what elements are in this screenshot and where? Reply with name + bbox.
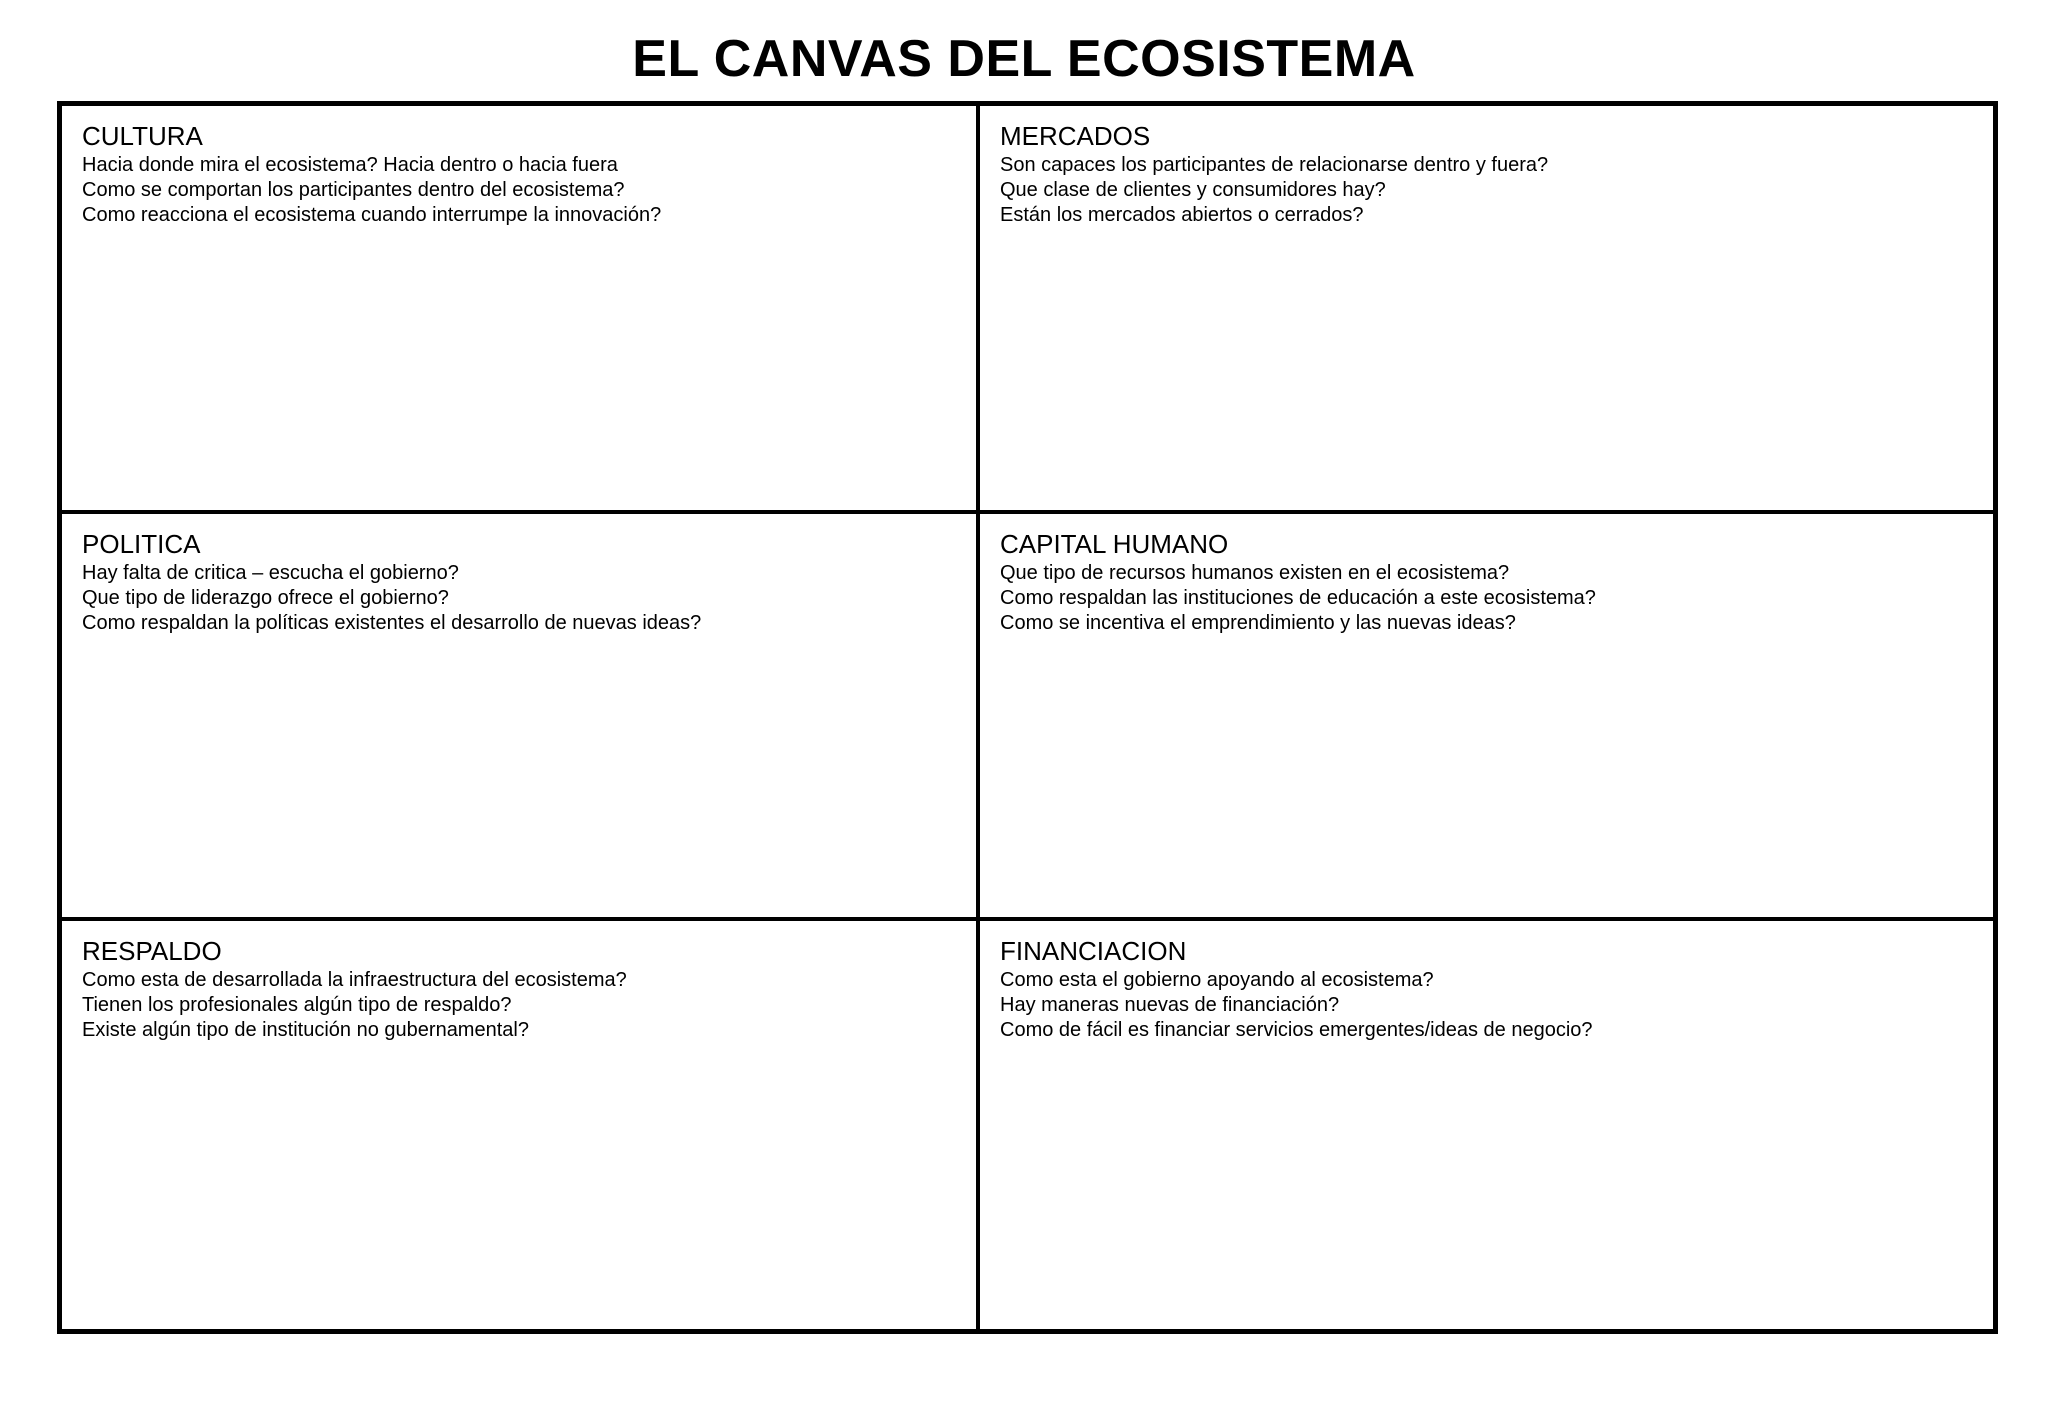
- question-list: [1000, 968, 1973, 1043]
- question-list: [82, 561, 956, 636]
- section-heading: RESPALDO: [82, 936, 222, 967]
- section-cultura: [62, 106, 980, 514]
- question-list: [82, 968, 956, 1043]
- section-respaldo: [62, 921, 980, 1329]
- question-item: Como esta de desarrollada la infraestructura del ecosistema?: [82, 969, 627, 992]
- question-item: Como respaldan la políticas existentes el desarrollo de nuevas ideas?: [82, 611, 702, 634]
- question-item: Que tipo de liderazgo ofrece el gobierno?: [82, 586, 449, 609]
- question-item: Como reacciona el ecosistema cuando interrumpe la innovación?: [82, 204, 662, 226]
- question-item: Que tipo de recursos humanos existen en el ecosistema?: [1000, 561, 1510, 584]
- question-item: Existe algún tipo de institución no gubernamental?: [82, 1019, 529, 1042]
- question-item: Son capaces los participantes de relacionarse dentro y fuera?: [1000, 154, 1549, 176]
- question-item: Como se incentiva el emprendimiento y las nuevas ideas?: [1000, 611, 1516, 634]
- question-item: Hay maneras nuevas de financiación?: [1000, 994, 1340, 1017]
- question-item: Como de fácil es financiar servicios emergentes/ideas de negocio?: [1000, 1019, 1593, 1042]
- question-list: [1000, 153, 1973, 228]
- section-capital-humano: [980, 514, 1993, 922]
- section-mercados: [980, 106, 1993, 514]
- question-item: Como se comportan los participantes dentro del ecosistema?: [82, 179, 625, 201]
- section-heading: CAPITAL HUMANO: [1000, 528, 1229, 559]
- section-heading: POLITICA: [82, 528, 201, 559]
- section-heading: CULTURA: [82, 121, 203, 151]
- canvas-title: EL CANVAS DEL ECOSISTEMA: [632, 30, 1416, 88]
- ecosystem-canvas-grid: [57, 101, 1998, 1334]
- question-item: Tienen los profesionales algún tipo de respaldo?: [82, 994, 512, 1017]
- section-financiacion: [980, 921, 1993, 1329]
- question-item: Que clase de clientes y consumidores hay?: [1000, 179, 1386, 201]
- question-item: Hacia donde mira el ecosistema? Hacia dentro o hacia fuera: [82, 154, 618, 176]
- question-list: [1000, 561, 1973, 636]
- question-item: Están los mercados abiertos o cerrados?: [1000, 204, 1364, 226]
- question-item: Hay falta de critica – escucha el gobierno?: [82, 561, 459, 584]
- question-item: Como respaldan las instituciones de educación a este ecosistema?: [1000, 586, 1596, 609]
- section-heading: MERCADOS: [1000, 121, 1151, 151]
- question-item: Como esta el gobierno apoyando al ecosistema?: [1000, 969, 1434, 992]
- section-heading: FINANCIACION: [1000, 936, 1187, 967]
- question-list: [82, 153, 956, 228]
- section-politica: [62, 514, 980, 922]
